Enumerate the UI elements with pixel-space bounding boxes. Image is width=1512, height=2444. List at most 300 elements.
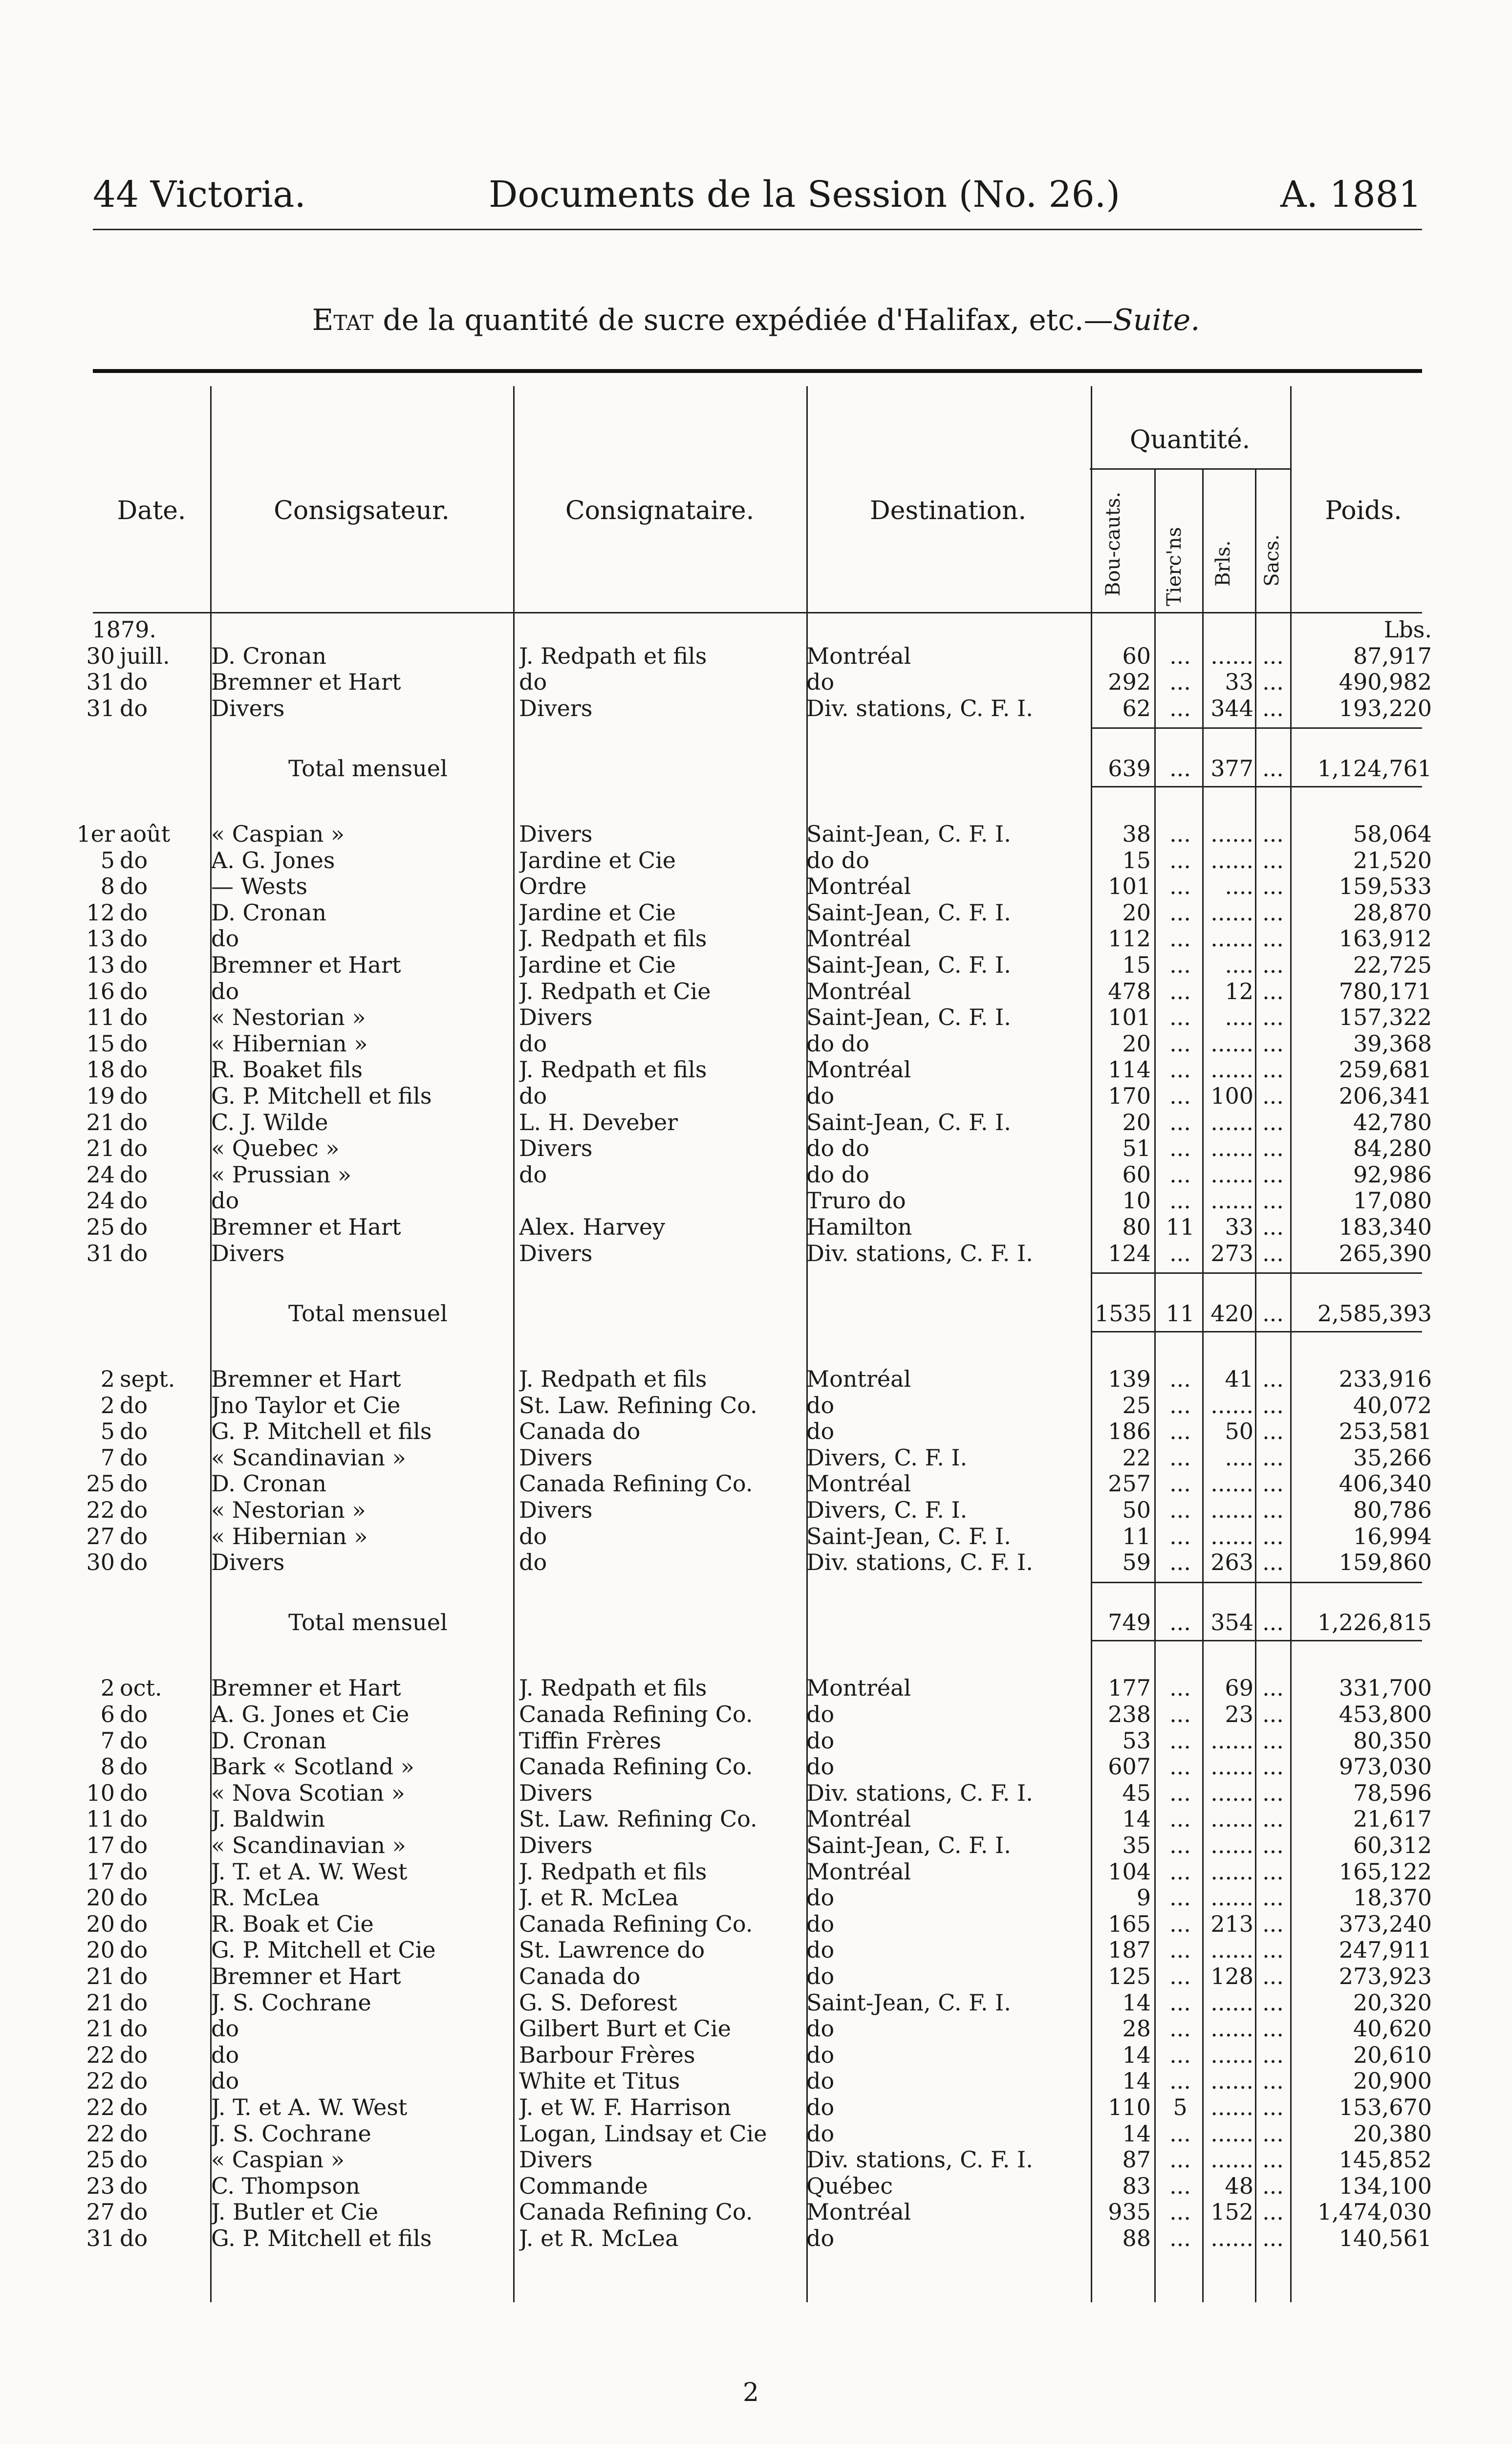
cell-sacs: ... (1262, 1470, 1284, 1497)
cell-barils: ...... (1210, 1187, 1253, 1214)
cell-month: do (120, 1418, 148, 1444)
cell-month: do (120, 1392, 148, 1418)
cell-boucauts: 51 (1122, 1135, 1151, 1161)
cell-boucauts: 114 (1108, 1056, 1151, 1083)
cell-barils: ...... (1210, 1161, 1253, 1188)
cell-barils: ...... (1210, 2146, 1253, 2173)
cell-consignateur: do (211, 2042, 239, 2068)
cell-month: do (120, 978, 148, 1004)
cell-boucauts: 257 (1108, 1470, 1151, 1497)
cell-barils: ...... (1210, 899, 1253, 926)
cell-poids: 247,911 (1339, 1937, 1432, 1963)
cell-day: 2 (100, 1392, 115, 1418)
cell-month: do (120, 669, 148, 695)
cell-poids: 35,266 (1353, 1444, 1432, 1471)
cell-destination: Montréal (806, 926, 911, 952)
cell-sacs: ... (1262, 1523, 1284, 1549)
cell-poids: 40,620 (1353, 2015, 1432, 2042)
cell-consignataire: Divers (519, 1833, 593, 1858)
cell-barils: ...... (1210, 1030, 1253, 1057)
cell-consignataire: St. Law. Refining Co. (519, 1393, 757, 1418)
cell-boucauts: 478 (1108, 978, 1151, 1004)
cell-consignateur: « Hibernian » (211, 1031, 368, 1057)
cell-boucauts: 607 (1108, 1753, 1151, 1780)
total-barils: 377 (1210, 755, 1253, 782)
table-row (0, 1135, 1512, 1161)
cell-consignataire: Logan, Lindsay et Cie (519, 2121, 767, 2147)
cell-destination: Saint-Jean, C. F. I. (806, 1110, 1011, 1135)
cell-consignateur: « Prussian » (211, 1162, 352, 1188)
cell-barils: 23 (1225, 1701, 1253, 1727)
cell-boucauts: 87 (1122, 2146, 1151, 2173)
cell-barils: ...... (1210, 2094, 1253, 2120)
cell-day: 6 (100, 1701, 115, 1727)
cell-consignateur: « Quebec » (211, 1135, 340, 1161)
cell-consignataire: Divers (519, 1135, 593, 1161)
cell-boucauts: 53 (1122, 1727, 1151, 1754)
cell-boucauts: 177 (1108, 1675, 1151, 1701)
cell-tiercons: ... (1169, 899, 1191, 926)
cell-sacs: ... (1262, 1083, 1284, 1109)
cell-consignateur: Bark « Scotland » (211, 1754, 414, 1780)
cell-tiercons: ... (1169, 2068, 1191, 2094)
cell-consignataire: do (519, 1162, 547, 1188)
cell-boucauts: 14 (1122, 1806, 1151, 1832)
cell-sacs: ... (1262, 1030, 1284, 1057)
cell-poids: 22,725 (1353, 952, 1432, 978)
cell-consignataire: Canada Refining Co. (519, 1702, 753, 1727)
cell-destination: Montréal (806, 643, 911, 669)
cell-day: 25 (86, 2146, 115, 2173)
total-tiercons: ... (1169, 1609, 1191, 1636)
cell-tiercons: ... (1169, 978, 1191, 1004)
cell-month: do (120, 1030, 148, 1057)
cell-tiercons: ... (1169, 1858, 1191, 1885)
cell-boucauts: 62 (1122, 695, 1151, 721)
cell-day: 17 (86, 1858, 115, 1885)
cell-destination: Div. stations, C. F. I. (806, 1780, 1033, 1806)
table-row (0, 1885, 1512, 1911)
cell-day: 8 (100, 873, 115, 899)
cell-poids: 253,581 (1339, 1418, 1432, 1444)
cell-poids: 78,596 (1353, 1780, 1432, 1806)
cell-destination: do (806, 2095, 835, 2120)
col-consignateur: Consigsateur. (274, 496, 450, 525)
cell-day: 11 (86, 1004, 115, 1030)
cell-day: 15 (86, 1030, 115, 1057)
monthly-total-row (0, 1301, 1512, 1327)
cell-barils: ...... (1210, 1753, 1253, 1780)
cell-poids: 17,080 (1353, 1187, 1432, 1214)
cell-day: 31 (86, 695, 115, 721)
cell-sacs: ... (1262, 1366, 1284, 1392)
cell-consignataire: Divers (519, 1004, 593, 1030)
cell-sacs: ... (1262, 669, 1284, 695)
cell-month: do (120, 1963, 148, 1989)
cell-tiercons: ... (1169, 1135, 1191, 1161)
cell-tiercons: ... (1169, 1392, 1191, 1418)
title-etat: Etat (312, 303, 374, 337)
total-boucauts: 639 (1108, 755, 1151, 782)
cell-poids: 259,681 (1339, 1056, 1432, 1083)
total-label: Total mensuel (288, 1609, 448, 1636)
cell-barils: ...... (1210, 1109, 1253, 1135)
cell-barils: 152 (1210, 2199, 1253, 2225)
cell-sacs: ... (1262, 1989, 1284, 2016)
cell-month: do (120, 873, 148, 899)
cell-sacs: ... (1262, 1161, 1284, 1188)
cell-tiercons: ... (1169, 1753, 1191, 1780)
cell-poids: 20,900 (1353, 2068, 1432, 2094)
cell-destination: Div. stations, C. F. I. (806, 2147, 1033, 2173)
cell-boucauts: 104 (1108, 1858, 1151, 1885)
cell-tiercons: ... (1169, 2173, 1191, 2199)
cell-poids: 87,917 (1353, 643, 1432, 669)
cell-sacs: ... (1262, 2042, 1284, 2068)
cell-consignataire: L. H. Deveber (519, 1110, 678, 1135)
table-row (0, 1549, 1512, 1575)
quantite-rule (1090, 468, 1290, 470)
cell-poids: 159,533 (1339, 873, 1432, 899)
cell-month: do (120, 1937, 148, 1963)
cell-boucauts: 125 (1108, 1963, 1151, 1989)
cell-day: 22 (86, 1497, 115, 1523)
cell-day: 21 (86, 2015, 115, 2042)
cell-month: do (120, 2015, 148, 2042)
total-tiercons: 11 (1166, 1300, 1195, 1327)
cell-poids: 453,800 (1339, 1701, 1432, 1727)
table-row (0, 1990, 1512, 2016)
cell-month: do (120, 1187, 148, 1214)
cell-consignataire: White et Titus (519, 2068, 680, 2094)
table-row (0, 1241, 1512, 1266)
cell-sacs: ... (1262, 978, 1284, 1004)
cell-tiercons: ... (1169, 2199, 1191, 2225)
cell-day: 22 (86, 2068, 115, 2094)
cell-sacs: ... (1262, 2068, 1284, 2094)
cell-tiercons: ... (1169, 1884, 1191, 1911)
cell-consignataire: Canada Refining Co. (519, 2199, 753, 2225)
cell-day: 7 (100, 1444, 115, 1471)
cell-month: do (120, 1161, 148, 1188)
cell-poids: 80,350 (1353, 1727, 1432, 1754)
cell-consignataire: Canada Refining Co. (519, 1911, 753, 1937)
cell-sacs: ... (1262, 2146, 1284, 2173)
cell-poids: 973,030 (1339, 1753, 1432, 1780)
cell-barils: ...... (1210, 643, 1253, 669)
cell-tiercons: ... (1169, 1523, 1191, 1549)
cell-sacs: ... (1262, 1806, 1284, 1832)
cell-consignataire: Commande (519, 2173, 648, 2199)
cell-destination: Hamilton (806, 1214, 912, 1240)
cell-tiercons: ... (1169, 925, 1191, 952)
cell-consignateur: do (211, 2068, 239, 2094)
total-sacs: ... (1262, 755, 1284, 782)
cell-day: 11 (86, 1806, 115, 1832)
cell-tiercons: ... (1169, 1004, 1191, 1030)
cell-boucauts: 14 (1122, 2042, 1151, 2068)
cell-month: do (120, 695, 148, 721)
cell-destination: Truro do (806, 1188, 906, 1214)
cell-consignataire: J. Redpath et fils (519, 1366, 707, 1392)
cell-tiercons: ... (1169, 1989, 1191, 2016)
cell-sacs: ... (1262, 925, 1284, 952)
cell-poids: 58,064 (1353, 821, 1432, 847)
cell-sacs: ... (1262, 2173, 1284, 2199)
cell-barils: ...... (1210, 2015, 1253, 2042)
cell-poids: 490,982 (1339, 669, 1432, 695)
col-boucauts: Bou-cauts. (1102, 491, 1124, 596)
cell-poids: 145,852 (1339, 2146, 1432, 2173)
table-row (0, 1110, 1512, 1135)
cell-destination: do (806, 669, 835, 695)
cell-month: do (120, 2146, 148, 2173)
total-rule (1091, 1272, 1422, 1274)
cell-destination: do do (806, 1031, 869, 1057)
table-row (0, 979, 1512, 1004)
cell-consignataire: G. S. Deforest (519, 1990, 677, 2016)
table-row (0, 696, 1512, 721)
cell-boucauts: 292 (1108, 669, 1151, 695)
cell-consignateur: do (211, 926, 239, 952)
table-row (0, 1524, 1512, 1549)
cell-boucauts: 60 (1122, 1161, 1151, 1188)
table-row (0, 1031, 1512, 1057)
cell-consignataire: Gilbert Burt et Cie (519, 2016, 731, 2042)
cell-poids: 18,370 (1353, 1884, 1432, 1911)
cell-consignateur: do (211, 1188, 239, 1214)
cell-poids: 163,912 (1339, 925, 1432, 952)
cell-boucauts: 88 (1122, 2225, 1151, 2251)
cell-consignateur: J. Baldwin (211, 1806, 325, 1832)
cell-sacs: ... (1262, 1056, 1284, 1083)
cell-sacs: ... (1262, 1497, 1284, 1523)
cell-month: do (120, 2120, 148, 2147)
cell-consignataire: do (519, 1524, 547, 1549)
table-row (0, 1188, 1512, 1214)
cell-tiercons: ... (1169, 1832, 1191, 1858)
cell-consignateur: Divers (211, 1549, 285, 1575)
cell-consignateur: J. Butler et Cie (211, 2199, 379, 2225)
cell-month: do (120, 1109, 148, 1135)
cell-month: do (120, 1523, 148, 1549)
cell-barils: ...... (1210, 2042, 1253, 2068)
cell-consignataire: Divers (519, 1445, 593, 1471)
cell-boucauts: 112 (1108, 925, 1151, 952)
cell-sacs: ... (1262, 2225, 1284, 2251)
cell-tiercons: ... (1169, 2042, 1191, 2068)
cell-poids: 1,474,030 (1317, 2199, 1432, 2225)
cell-consignataire: Canada do (519, 1418, 641, 1444)
cell-destination: Saint-Jean, C. F. I. (806, 1833, 1011, 1858)
cell-tiercons: ... (1169, 1780, 1191, 1806)
cell-destination: Saint-Jean, C. F. I. (806, 1524, 1011, 1549)
cell-consignataire: Jardine et Cie (519, 952, 676, 978)
cell-sacs: ... (1262, 899, 1284, 926)
cell-day: 17 (86, 1832, 115, 1858)
table-row (0, 1004, 1512, 1030)
cell-day: 31 (86, 669, 115, 695)
cell-barils: ...... (1210, 821, 1253, 847)
table-row (0, 821, 1512, 847)
table-top-rule (93, 369, 1422, 373)
cell-sacs: ... (1262, 1911, 1284, 1937)
cell-month: do (120, 2042, 148, 2068)
cell-barils: ...... (1210, 2225, 1253, 2251)
cell-day: 27 (86, 1523, 115, 1549)
cell-month: do (120, 899, 148, 926)
cell-boucauts: 35 (1122, 1832, 1151, 1858)
cell-consignataire: Divers (519, 1241, 593, 1266)
cell-boucauts: 59 (1122, 1549, 1151, 1575)
cell-barils: ...... (1210, 1056, 1253, 1083)
total-poids: 2,585,393 (1317, 1300, 1432, 1327)
cell-day: 13 (86, 925, 115, 952)
table-row (0, 2095, 1512, 2120)
cell-day: 8 (100, 1753, 115, 1780)
col-barils: Brls. (1212, 540, 1234, 587)
cell-consignataire: J. Redpath et fils (519, 1675, 707, 1701)
col-poids: Poids. (1325, 496, 1402, 525)
total-boucauts: 749 (1108, 1609, 1151, 1636)
cell-sacs: ... (1262, 1444, 1284, 1471)
cell-consignateur: J. S. Cochrane (211, 1990, 371, 2016)
cell-poids: 165,122 (1339, 1858, 1432, 1885)
cell-month: do (120, 1753, 148, 1780)
cell-consignateur: Divers (211, 1241, 285, 1266)
monthly-total-row (0, 1610, 1512, 1636)
cell-consignateur: D. Cronan (211, 1471, 327, 1497)
cell-day: 12 (86, 899, 115, 926)
table-row (0, 1471, 1512, 1497)
cell-month: do (120, 1549, 148, 1575)
cell-consignataire: do (519, 1549, 547, 1575)
cell-month: do (120, 1083, 148, 1109)
cell-barils: ...... (1210, 1470, 1253, 1497)
table-row (0, 952, 1512, 978)
cell-barils: ...... (1210, 2068, 1253, 2094)
cell-barils: 213 (1210, 1911, 1253, 1937)
cell-destination: do (806, 1937, 835, 1963)
cell-sacs: ... (1262, 1004, 1284, 1030)
header-rule (93, 229, 1422, 230)
cell-tiercons: ... (1169, 1109, 1191, 1135)
cell-sacs: ... (1262, 1858, 1284, 1885)
page-number: 2 (743, 2378, 759, 2407)
cell-consignateur: Bremner et Hart (211, 1366, 401, 1392)
table-row (0, 1754, 1512, 1780)
cell-destination: Saint-Jean, C. F. I. (806, 821, 1011, 847)
cell-month: do (120, 2094, 148, 2120)
col-consignataire: Consignataire. (565, 496, 755, 525)
cell-boucauts: 139 (1108, 1366, 1151, 1392)
table-row (0, 1833, 1512, 1858)
cell-consignataire: Tiffin Frères (519, 1728, 661, 1754)
cell-boucauts: 83 (1122, 2173, 1151, 2199)
cell-poids: 39,368 (1353, 1030, 1432, 1057)
cell-barils: ...... (1210, 1497, 1253, 1523)
total-tiercons: ... (1169, 755, 1191, 782)
total-rule (1091, 1582, 1422, 1583)
table-row (0, 1702, 1512, 1727)
cell-sacs: ... (1262, 1727, 1284, 1754)
cell-consignataire: Jardine et Cie (519, 848, 676, 873)
cell-poids: 193,220 (1339, 695, 1432, 721)
cell-boucauts: 14 (1122, 2120, 1151, 2147)
cell-day: 25 (86, 1470, 115, 1497)
cell-consignateur: J. S. Cochrane (211, 2121, 371, 2147)
cell-boucauts: 15 (1122, 847, 1151, 873)
cell-consignataire: J. Redpath et fils (519, 643, 707, 669)
cell-consignateur: G. P. Mitchell et Cie (211, 1937, 436, 1963)
cell-month: do (120, 1470, 148, 1497)
cell-boucauts: 170 (1108, 1083, 1151, 1109)
title-rest: de la quantité de sucre expédiée d'Halifax, etc.— (373, 303, 1113, 337)
table-row (0, 2147, 1512, 2173)
cell-day: 5 (100, 1418, 115, 1444)
cell-month: sept. (120, 1366, 175, 1392)
cell-barils: .... (1225, 1444, 1253, 1471)
col-destination: Destination. (869, 496, 1027, 525)
cell-month: do (120, 1884, 148, 1911)
cell-poids: 373,240 (1339, 1911, 1432, 1937)
cell-consignateur: G. P. Mitchell et fils (211, 1083, 432, 1109)
table-row (0, 1162, 1512, 1188)
cell-consignateur: J. T. et A. W. West (211, 2095, 408, 2120)
table-row (0, 1214, 1512, 1240)
cell-consignataire: Ordre (519, 873, 587, 899)
cell-barils: ...... (1210, 1858, 1253, 1885)
cell-consignateur: J. T. et A. W. West (211, 1859, 408, 1885)
cell-consignataire: Divers (519, 821, 593, 847)
cell-month: do (120, 1004, 148, 1030)
cell-poids: 140,561 (1339, 2225, 1432, 2251)
cell-day: 21 (86, 1135, 115, 1161)
cell-day: 16 (86, 978, 115, 1004)
cell-sacs: ... (1262, 1135, 1284, 1161)
cell-consignataire: St. Law. Refining Co. (519, 1806, 757, 1832)
cell-month: do (120, 2225, 148, 2251)
cell-poids: 780,171 (1339, 978, 1432, 1004)
cell-tiercons: ... (1169, 1444, 1191, 1471)
cell-sacs: ... (1262, 643, 1284, 669)
table-row (0, 1806, 1512, 1832)
cell-poids: 84,280 (1353, 1135, 1432, 1161)
table-row (0, 1964, 1512, 1989)
cell-consignataire: St. Lawrence do (519, 1937, 705, 1963)
cell-day: 22 (86, 2094, 115, 2120)
running-head-center: Documents de la Session (No. 26.) (489, 174, 1121, 216)
cell-consignateur: Bremner et Hart (211, 669, 401, 695)
cell-barils: 33 (1225, 669, 1253, 695)
cell-barils: ...... (1210, 847, 1253, 873)
cell-consignateur: Bremner et Hart (211, 1964, 401, 1989)
cell-tiercons: ... (1169, 643, 1191, 669)
cell-destination: do (806, 2121, 835, 2147)
table-row (0, 2199, 1512, 2225)
cell-poids: 20,380 (1353, 2120, 1432, 2147)
cell-boucauts: 38 (1122, 821, 1151, 847)
cell-month: do (120, 952, 148, 978)
cell-poids: 21,520 (1353, 847, 1432, 873)
cell-destination: do (806, 1393, 835, 1418)
cell-day: 18 (86, 1056, 115, 1083)
cell-consignateur: Bremner et Hart (211, 952, 401, 978)
cell-boucauts: 20 (1122, 1109, 1151, 1135)
total-sacs: ... (1262, 1609, 1284, 1636)
cell-consignateur: D. Cronan (211, 643, 327, 669)
cell-tiercons: ... (1169, 695, 1191, 721)
